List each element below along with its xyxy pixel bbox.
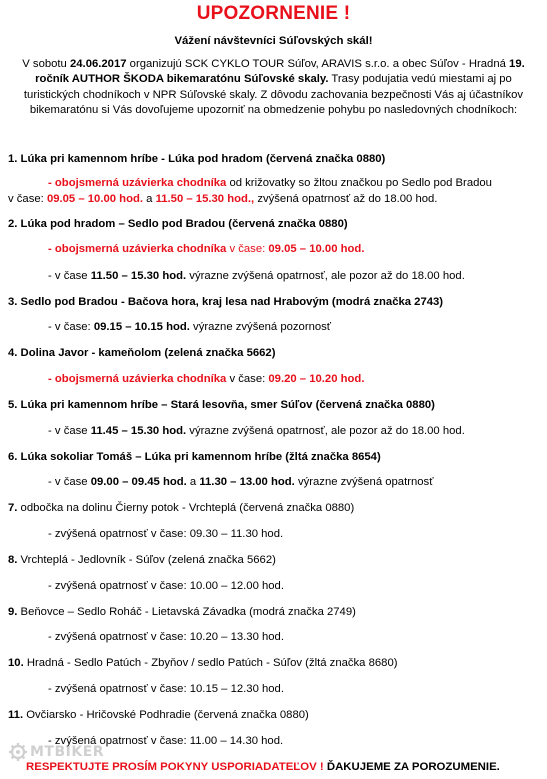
time-range: 09.05 – 10.00 hod. [268, 243, 365, 255]
conjunction: a [186, 476, 200, 488]
route-2-line-2 [48, 270, 538, 282]
time-prefix: - v čase [48, 270, 91, 282]
route-heading-3: 3. Sedlo pod Bradou - Bačova hora, kraj lesa nad Hrabovým (modrá značka 2743) [8, 296, 444, 308]
watermark [8, 741, 108, 763]
time-range: 09.05 – 10.00 hod. [46, 193, 144, 205]
route-heading-10 [8, 657, 538, 669]
route-name: Beňovce – Sedlo Roháč - Lietavská Závadka (modrá značka 2749) [17, 606, 356, 618]
route-heading-4: 4. Dolina Javor - kameňolom (zelená značka 5662) [8, 347, 276, 359]
time-prefix: v čase: [226, 373, 269, 385]
route-11-line-1: - zvýšená opatrnosť v čase: 11.00 – 14.30 hod. [48, 735, 284, 747]
time-range: 11.50 – 15.30 hod., [155, 193, 255, 205]
route-name: odbočka na dolinu Čierny potok - Vrchteplá (červená značka 0880) [17, 502, 355, 514]
watermark-text: MTBIKER [30, 744, 105, 760]
route-heading-6: 6. Lúka sokoliar Tomáš – Lúka pri kamennom hríbe (žltá značka 8654) [8, 451, 381, 463]
route-name: Vrchteplá - Jedlovník - Súľov (zelená značka 5662) [17, 554, 276, 566]
time-prefix: v čase: [8, 193, 47, 205]
caution-note: výrazne zvýšená pozornosť [189, 321, 332, 333]
route-heading-7 [8, 502, 538, 514]
intro-text-1: V sobotu [22, 58, 70, 70]
time-range: 11.30 – 13.00 hod. [199, 476, 295, 488]
intro-text-2: organizujú SCK CYKLO TOUR Súľov, ARAVIS s.r.o. a obec Súľov - Hradná [126, 58, 510, 70]
gear-icon [8, 742, 28, 762]
footer-notice [26, 761, 500, 773]
route-heading-2: 2. Lúka pod hradom – Sedlo pod Bradou (červená značka 0880) [8, 218, 348, 230]
closure-notice: obojsmerná uzávierka chodníka [54, 243, 227, 255]
dash: - [48, 243, 55, 255]
dash: - [48, 177, 55, 189]
time-prefix: v čase: [226, 243, 269, 255]
route-1-line-1 [48, 177, 538, 189]
route-number: 11. [8, 709, 24, 721]
route-9-line-1: - zvýšená opatrnosť v čase: 10.20 – 13.30 hod. [48, 631, 284, 643]
route-heading-8 [8, 554, 538, 566]
intro-paragraph [18, 57, 529, 118]
route-heading-1: 1. Lúka pri kamennom hríbe - Lúka pod hradom (červená značka 0880) [8, 153, 386, 165]
footer-thanks: ĎAKUJEME ZA POROZUMENIE. [323, 761, 500, 773]
route-1-line-2 [8, 193, 538, 205]
event-edition: 19. ročník AUTHOR ŠKODA bikemaratónu Súľovské skaly. [35, 58, 525, 86]
event-date: 24.06.2017 [69, 58, 127, 70]
route-4-line-1 [48, 373, 538, 385]
route-heading-5: 5. Lúka pri kamennom hríbe – Stará lesovňa, smer Súľov (červená značka 0880) [8, 399, 435, 411]
route-6-line-1 [48, 476, 538, 488]
dash: - [48, 373, 55, 385]
conjunction: a [143, 193, 156, 205]
time-prefix: - v čase: [48, 321, 94, 333]
time-prefix: - v čase [48, 425, 91, 437]
intro-text-3: Trasy podujatia vedú miestami aj po turistických chodníkoch v NPR Súľovské skaly. Z dôvodu zachovania bezpečnosti Vás aj účastníkov bikemaratónu si Vás dovoľujeme upozorniť na obmedzenie pohybu po nasledovných chodníkoch: [23, 73, 524, 116]
time-range: 09.15 – 10.15 hod. [93, 321, 190, 333]
caution-note: výrazne zvýšená opatrnosť [294, 476, 434, 488]
route-8-line-1: - zvýšená opatrnosť v čase: 10.00 – 12.00 hod. [48, 580, 284, 592]
route-name: Hradná - Sedlo Patúch - Zbyňov / sedlo Patúch - Súľov (žltá značka 8680) [23, 657, 398, 669]
time-range: 11.50 – 15.30 hod. [90, 270, 187, 282]
route-number: 9. [8, 606, 18, 618]
page-title: UPOZORNENIE ! [196, 3, 351, 24]
route-3-line-1 [48, 321, 538, 333]
footer-warning: RESPEKTUJTE PROSÍM POKYNY USPORIADATEĽOV ! [26, 761, 324, 773]
route-10-line-1: - zvýšená opatrnosť v čase: 10.15 – 12.30 hod. [48, 683, 284, 695]
closure-notice: obojsmerná uzávierka chodníka [54, 373, 227, 385]
route-name: Ovčiarsko - Hričovské Podhradie (červená značka 0880) [23, 709, 309, 721]
route-number: 8. [8, 554, 18, 566]
route-heading-11 [8, 709, 538, 721]
route-7-line-1: - zvýšená opatrnosť v čase: 09.30 – 11.30 hod. [48, 528, 284, 540]
time-range: 11.45 – 15.30 hod. [90, 425, 187, 437]
caution-note: výrazne zvýšená opatrnosť, ale pozor až do 18.00 hod. [186, 425, 465, 437]
closure-location: od križovatky so žltou značkou po Sedlo pod Bradou [226, 177, 492, 189]
route-number: 10. [8, 657, 24, 669]
route-5-line-1 [48, 425, 538, 437]
time-range: 09.20 – 10.20 hod. [268, 373, 365, 385]
caution-note: výrazne zvýšená opatrnosť, ale pozor až do 18.00 hod. [186, 270, 465, 282]
closure-notice: obojsmerná uzávierka chodníka [54, 177, 227, 189]
greeting: Vážení návštevníci Súľovských skál! [174, 35, 373, 47]
route-2-line-1 [48, 243, 538, 255]
time-prefix: - v čase [48, 476, 91, 488]
time-range: 09.00 – 09.45 hod. [90, 476, 187, 488]
route-heading-9 [8, 606, 538, 618]
caution-note: zvýšená opatrnosť až do 18.00 hod. [254, 193, 438, 205]
route-number: 7. [8, 502, 18, 514]
